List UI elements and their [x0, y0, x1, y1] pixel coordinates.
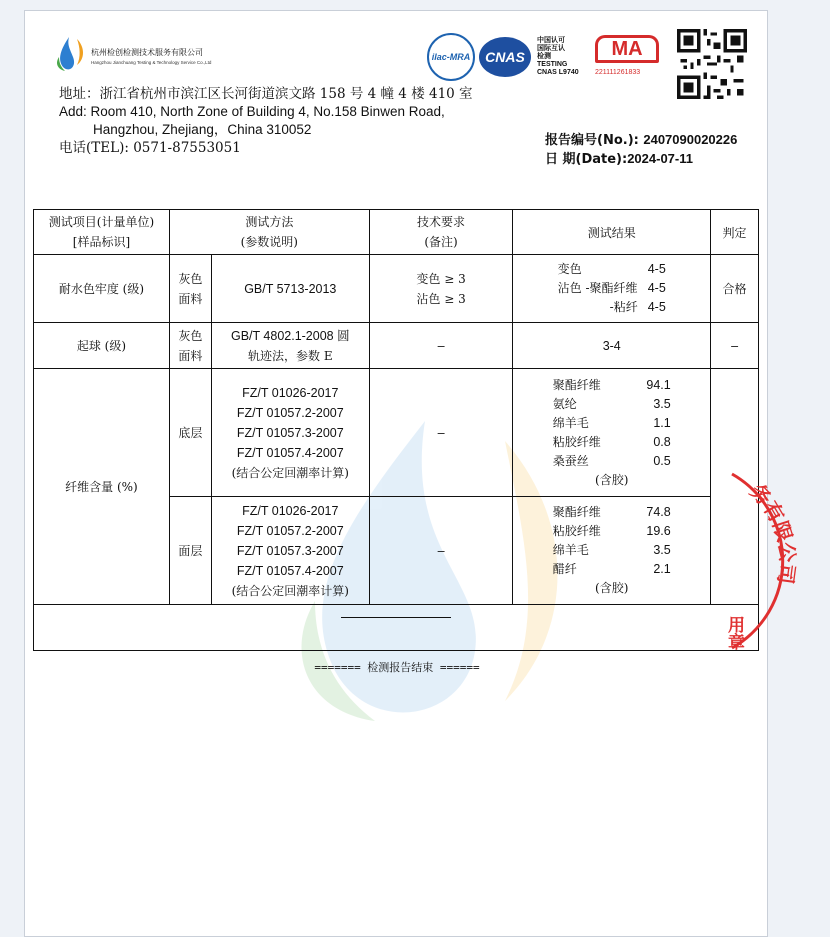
row1-method: GB/T 5713-2013 — [211, 255, 369, 323]
divider — [341, 617, 451, 618]
row1-results: 变色 4-5 沾色 -聚酯纤维 4-5 -粘纤 4-5 — [513, 255, 711, 323]
table-row — [34, 323, 759, 369]
cnas-logo-text: CNAS — [485, 49, 525, 65]
company-seal-stamp — [724, 466, 830, 656]
row3-item: 纤维含量 (%) — [34, 369, 170, 605]
address-en-line2: Hangzhou, Zhejiang，China 310052 — [93, 122, 312, 137]
table-row — [34, 255, 759, 323]
header-requirement: 技术要求 (备注) — [369, 210, 513, 255]
row3-top-methods: FZ/T 01026-2017 FZ/T 01057.2-2007 FZ/T 01057.3-2007 FZ/T 01057.4-2007 (结合公定回潮率计算) — [211, 497, 369, 605]
company-name-cn: 杭州检创检测技术服务有限公司 — [91, 48, 203, 57]
qr-code-icon — [677, 29, 747, 99]
certification-logos — [427, 29, 772, 89]
row3-bottom-sample: 底层 — [169, 369, 211, 497]
row2-judgement: – — [711, 323, 759, 369]
cnas-logo — [477, 33, 533, 81]
report-no-label: 报告编号(No.): — [545, 133, 644, 148]
company-logo-icon — [55, 35, 87, 73]
report-date-value: 2024-07-11 — [627, 151, 693, 166]
cma-logo: MA — [595, 35, 659, 63]
row3-bottom-results: 聚酯纤维 94.1 氨纶 3.5 绵羊毛 1.1 粘胶纤维 0.8 桑蚕丝 0.5 (含胶) — [513, 369, 711, 497]
company-header — [55, 29, 295, 79]
row2-item: 起球 (级) — [34, 323, 170, 369]
table-row — [34, 369, 759, 497]
header-result: 测试结果 — [513, 210, 711, 255]
row1-item: 耐水色牢度 (级) — [34, 255, 170, 323]
row1-requirement: 变色 ≥ 3 沾色 ≥ 3 — [369, 255, 513, 323]
cma-number: 221111261833 — [595, 69, 641, 76]
blank-footer-cell — [34, 605, 759, 651]
seal-text: 务有限公司 — [745, 478, 800, 586]
address-en-line1: Add: Room 410, North Zone of Building 4, No.158 Binwen Road, — [59, 104, 445, 119]
address-cn: 地址：浙江省杭州市滨江区长河街道滨文路 158 号 4 幢 4 楼 410 室 — [59, 86, 473, 102]
report-page — [24, 10, 800, 937]
report-date-label: 日 期(Date): — [545, 152, 628, 167]
cnas-accreditation-text: 中国认可 国际互认 检测 TESTING CNAS L9740 — [537, 37, 579, 76]
row1-sample: 灰色 面料 — [169, 255, 211, 323]
table-header-row — [34, 210, 759, 255]
table-footer-row — [34, 605, 759, 651]
report-no-value: 2407090020226 — [643, 132, 738, 147]
header-judgement: 判定 — [711, 210, 759, 255]
report-info — [545, 131, 737, 169]
seal-bottom-text: 用章 — [724, 616, 744, 650]
row1-judgement: 合格 — [711, 255, 759, 323]
row3-top-sample: 面层 — [169, 497, 211, 605]
row3-top-requirement: – — [369, 497, 513, 605]
report-end-marker: ======= 检测报告结束 ====== — [314, 661, 480, 674]
test-results-table — [33, 209, 759, 651]
header-item: 测试项目(计量单位) [样品标识] — [34, 210, 170, 255]
row2-method: GB/T 4802.1-2008 圆 轨迹法，参数 E — [211, 323, 369, 369]
row3-bottom-requirement: – — [369, 369, 513, 497]
row2-result: 3-4 — [513, 323, 711, 369]
row2-requirement: – — [369, 323, 513, 369]
row3-bottom-methods: FZ/T 01026-2017 FZ/T 01057.2-2007 FZ/T 01057.3-2007 FZ/T 01057.4-2007 (结合公定回潮率计算) — [211, 369, 369, 497]
address-block — [59, 85, 473, 157]
header-method: 测试方法 (参数说明) — [169, 210, 369, 255]
company-name-en: Hangzhou Jianchuang Testing & Technology Service Co.,Ltd — [91, 60, 212, 65]
telephone: 电话(TEL): 0571-87553051 — [59, 140, 241, 156]
row2-sample: 灰色 面料 — [169, 323, 211, 369]
row3-top-results: 聚酯纤维 74.8 粘胶纤维 19.6 绵羊毛 3.5 醋纤 2.1 (含胶) — [513, 497, 711, 605]
ilac-mra-logo: ilac-MRA — [427, 33, 475, 81]
